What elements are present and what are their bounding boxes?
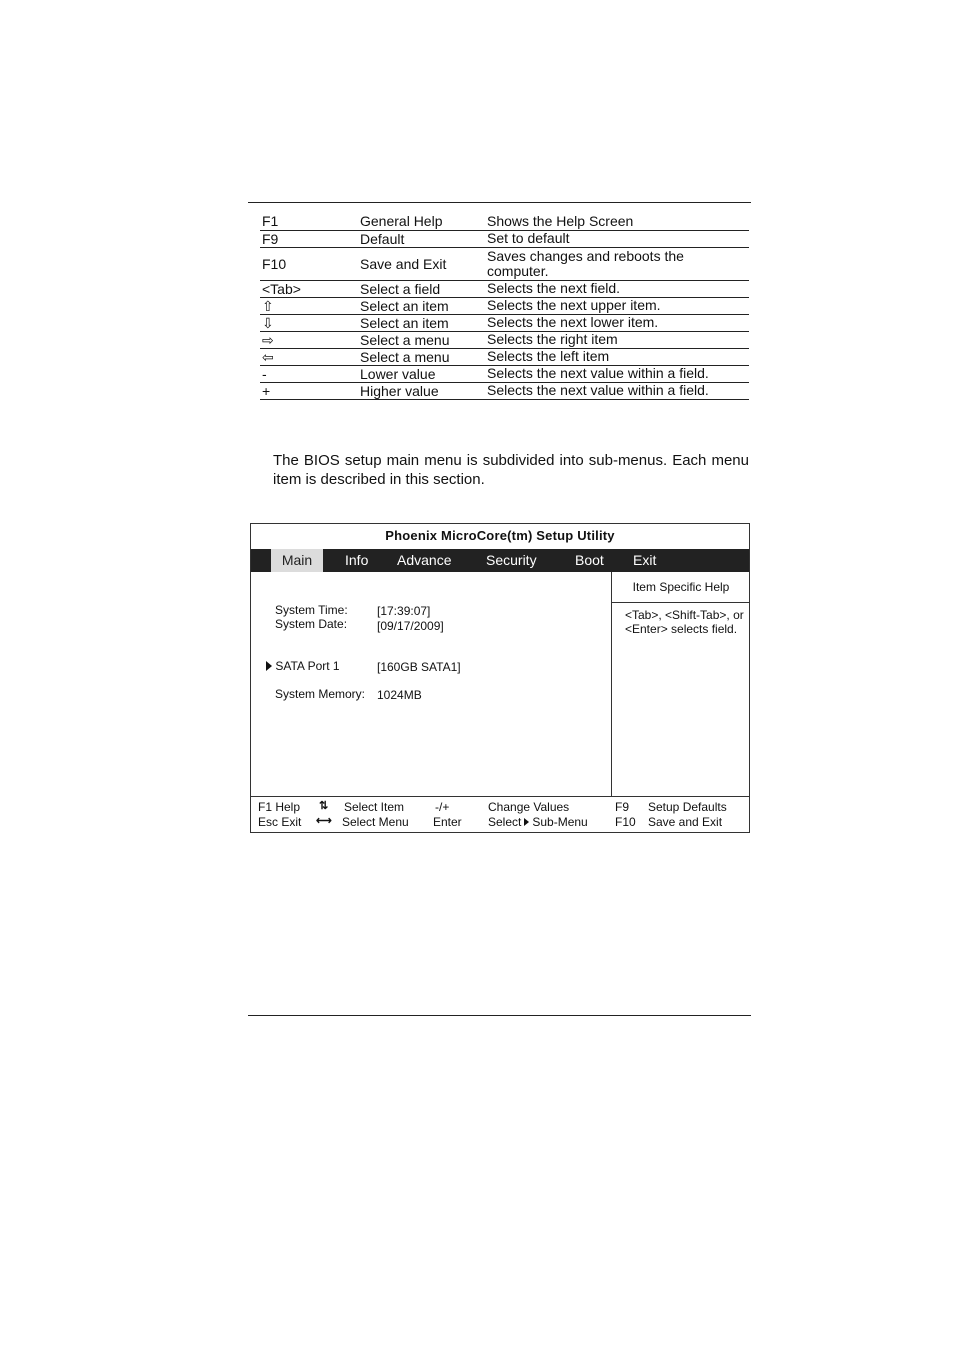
function-cell: Select a menu: [358, 331, 485, 348]
main-panel: [251, 572, 611, 796]
f9-key-hint: F9: [615, 800, 630, 814]
description-cell: Shows the Help Screen: [485, 213, 749, 230]
description-cell: Selects the right item: [485, 331, 749, 348]
key-cell: F1: [260, 213, 358, 230]
tab-advance[interactable]: Advance: [397, 552, 452, 568]
tab-boot[interactable]: Boot: [575, 552, 604, 568]
table-row: [260, 280, 749, 297]
sata-port-label: SATA Port 1: [275, 659, 340, 673]
key-cell: F10: [260, 247, 358, 280]
system-memory-value: 1024MB: [377, 688, 422, 702]
description-cell: Selects the left item: [485, 348, 749, 365]
f1-help-hint: F1 Help: [258, 800, 301, 814]
function-cell: Save and Exit: [358, 247, 485, 280]
change-values-hint: Change Values: [488, 800, 570, 814]
function-cell: General Help: [358, 213, 485, 230]
select-submenu-hint: [488, 815, 588, 830]
table-row: [260, 314, 749, 331]
help-title: Item Specific Help: [612, 572, 750, 603]
table-row: [260, 348, 749, 365]
left-right-arrows-icon: ⟷: [316, 815, 332, 827]
up-down-arrows-icon: ⇅: [319, 800, 329, 812]
function-cell: Select an item: [358, 297, 485, 314]
table-row: [260, 230, 749, 247]
key-cell: -: [260, 365, 358, 382]
down-arrow-icon: ⇩: [260, 314, 358, 331]
esc-exit-hint: Esc Exit: [258, 815, 302, 829]
item-help-panel: [611, 572, 750, 796]
table-row: [260, 382, 749, 399]
function-cell: Higher value: [358, 382, 485, 399]
tab-exit[interactable]: Exit: [633, 552, 657, 568]
bios-menu-bar: [251, 549, 749, 572]
bios-status-bar: [251, 796, 749, 833]
key-cell: F9: [260, 230, 358, 247]
setup-defaults-hint: Setup Defaults: [648, 800, 727, 814]
function-cell: Select an item: [358, 314, 485, 331]
function-cell: Lower value: [358, 365, 485, 382]
save-and-exit-hint: Save and Exit: [648, 815, 723, 829]
sata-port-value: [160GB SATA1]: [377, 660, 461, 674]
bios-title: Phoenix MicroCore(tm) Setup Utility: [385, 528, 615, 543]
submenu-arrow-icon: [524, 818, 529, 826]
table-row: [260, 365, 749, 382]
submenu-arrow-icon: [266, 661, 272, 671]
key-cell: +: [260, 382, 358, 399]
bios-setup-screen: [250, 523, 750, 833]
intro-paragraph: The BIOS setup main menu is subdivided into sub-menus. Each menu item is described in this section.: [273, 452, 749, 488]
function-cell: Default: [358, 230, 485, 247]
function-cell: Select a field: [358, 280, 485, 297]
table-row: [260, 297, 749, 314]
left-arrow-icon: ⇦: [260, 348, 358, 365]
table-row: [260, 247, 749, 280]
system-memory-label: System Memory:: [275, 687, 366, 701]
key-cell: <Tab>: [260, 280, 358, 297]
up-arrow-icon: ⇧: [260, 297, 358, 314]
description-cell: Selects the next value within a field.: [485, 365, 749, 382]
select-label: Select: [488, 815, 522, 829]
right-arrow-icon: ⇨: [260, 331, 358, 348]
key-table: [260, 213, 749, 400]
select-item-hint: Select Item: [344, 800, 405, 814]
description-cell: Set to default: [485, 230, 749, 247]
bottom-rule: [248, 1015, 751, 1016]
enter-hint: Enter: [433, 815, 462, 829]
tab-main[interactable]: Main: [271, 549, 323, 572]
description-cell: Selects the next upper item.: [485, 297, 749, 314]
sata-port-item[interactable]: [266, 659, 340, 673]
system-time-label: System Time:: [275, 603, 348, 617]
system-time-field[interactable]: [17:39:07]: [377, 604, 431, 618]
table-row: [260, 213, 749, 230]
help-text: <Tab>, <Shift-Tab>, or <Enter> selects field.: [625, 608, 744, 636]
description-cell: Selects the next field.: [485, 280, 749, 297]
tab-security[interactable]: Security: [486, 552, 537, 568]
table-row: [260, 331, 749, 348]
minus-plus-hint: -/+: [435, 800, 450, 814]
description-cell: Selects the next lower item.: [485, 314, 749, 331]
description-cell: Saves changes and reboots the computer.: [485, 247, 749, 280]
description-cell: Selects the next value within a field.: [485, 382, 749, 399]
function-cell: Select a menu: [358, 348, 485, 365]
system-date-field[interactable]: [09/17/2009]: [377, 619, 444, 633]
top-rule: [248, 202, 751, 203]
submenu-label: Sub-Menu: [532, 815, 588, 829]
select-menu-hint: Select Menu: [342, 815, 409, 829]
f10-key-hint: F10: [615, 815, 636, 829]
system-date-label: System Date:: [275, 617, 348, 631]
tab-info[interactable]: Info: [345, 552, 369, 568]
